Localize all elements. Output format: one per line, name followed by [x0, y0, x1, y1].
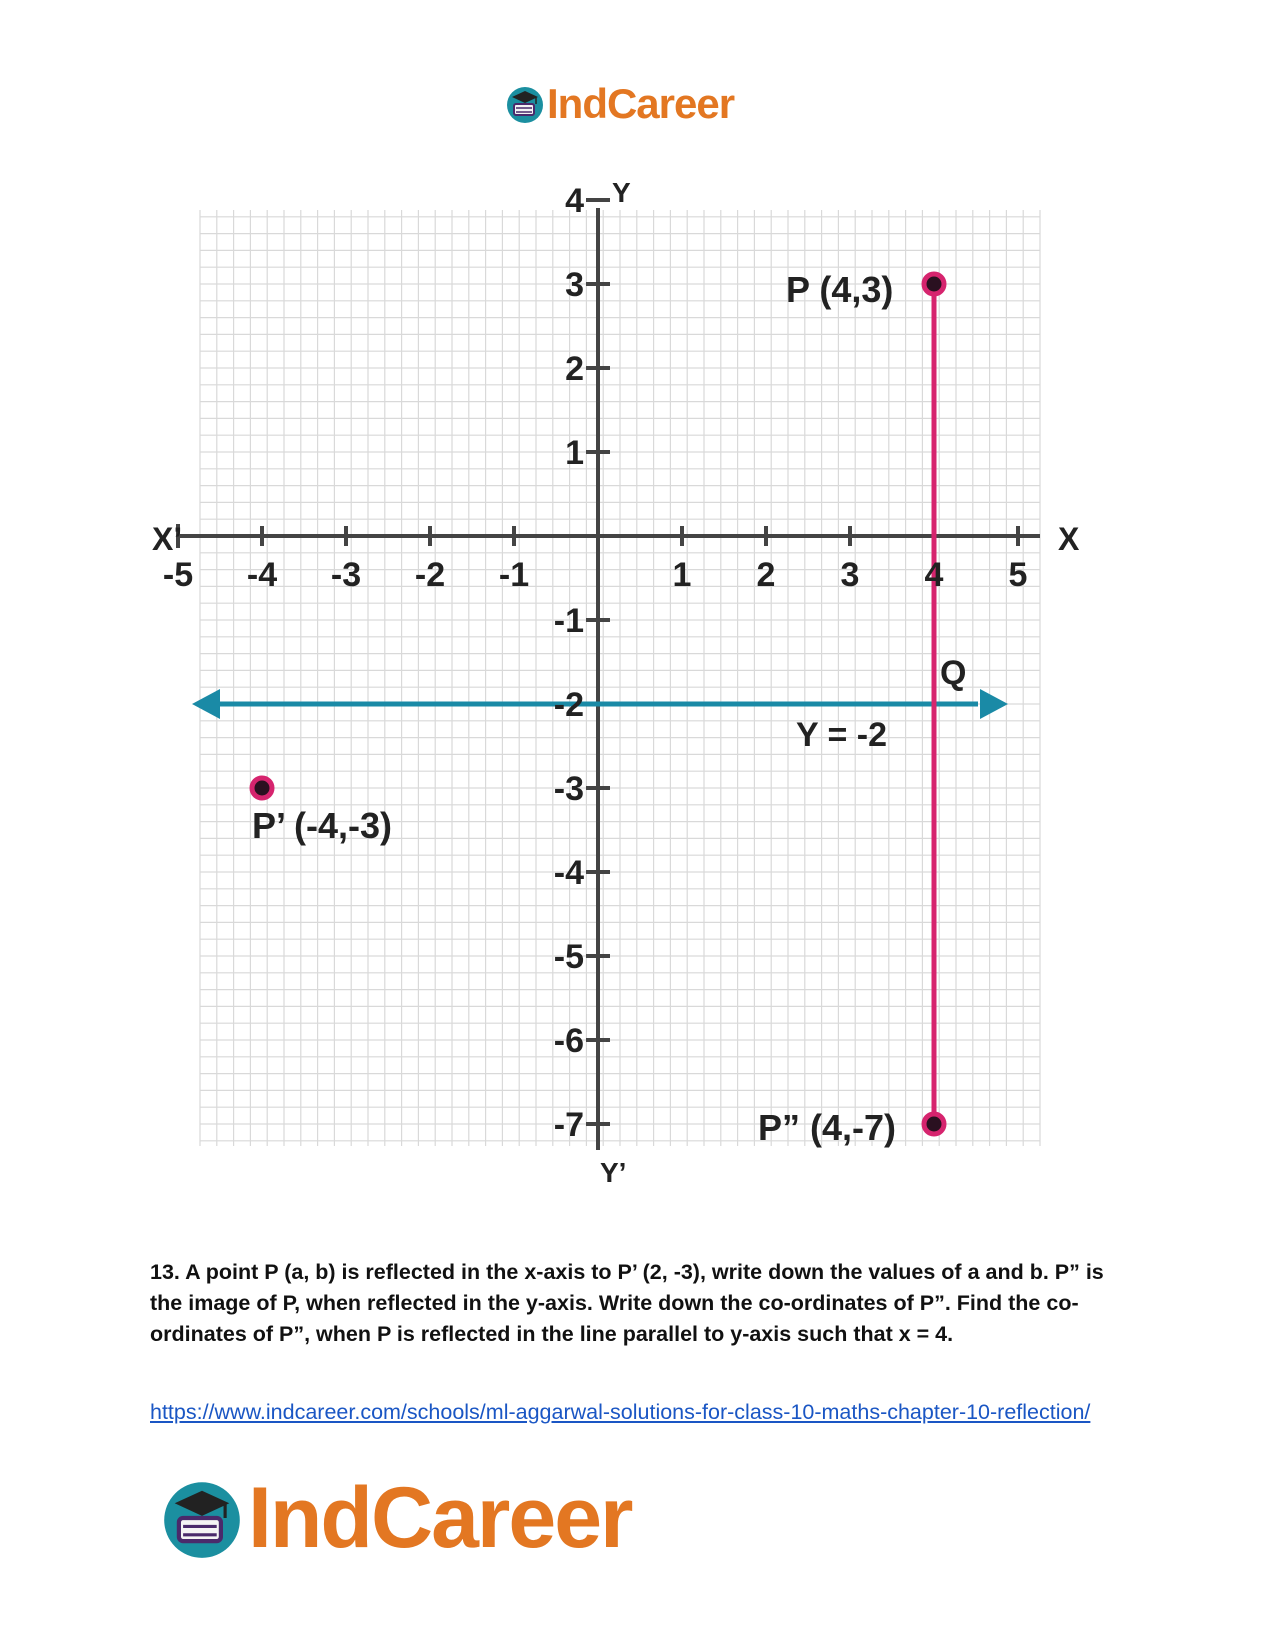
y-tick-label: -3 [553, 770, 584, 808]
x-tick-label: -5 [162, 556, 194, 594]
data-point [924, 274, 944, 294]
y-tick-label: -6 [553, 1022, 584, 1060]
x-tick-label: 2 [756, 556, 776, 594]
coordinate-graph [140, 180, 1120, 1230]
point-label: P (4,3) [786, 269, 894, 310]
point-label: P’ (-4,-3) [252, 805, 393, 846]
arrow-left-icon [192, 689, 220, 719]
x-tick-label: 5 [1008, 556, 1028, 594]
x-tick-label: -1 [498, 556, 530, 594]
y-tick-label: -5 [553, 938, 584, 976]
x-tick-label: 4 [924, 556, 944, 594]
arrow-right-icon [980, 689, 1008, 719]
x-tick-label: -3 [330, 556, 362, 594]
grid [200, 210, 1040, 1146]
brand-name: IndCareer [547, 80, 735, 127]
y-tick-label: -4 [553, 854, 584, 892]
plot-labels [152, 180, 1080, 1188]
y-axis-neg-name: Y’ [600, 1157, 627, 1188]
reflection-line-label: Y = -2 [796, 716, 888, 754]
y-tick-label: 1 [565, 434, 584, 472]
brand-name: IndCareer [248, 1469, 632, 1566]
y-tick-label: 3 [565, 266, 584, 304]
x-tick-label: 3 [840, 556, 860, 594]
graduation-cap-book-icon [505, 84, 545, 124]
x-axis-name: X [1058, 521, 1080, 557]
intersection-label: Q [940, 654, 967, 692]
x-tick-label: 1 [672, 556, 692, 594]
y-tick-label: -2 [553, 686, 584, 724]
y-tick-label: -1 [553, 602, 584, 640]
y-tick-label: 4 [565, 182, 584, 220]
point-label: P” (4,-7) [758, 1107, 897, 1148]
data-point [252, 778, 272, 798]
y-tick-label: -7 [553, 1106, 584, 1144]
y-axis-name: Y [612, 180, 631, 208]
axes [178, 200, 1040, 1150]
brand-logo-bottom [160, 1470, 632, 1566]
y-tick-label: 2 [565, 350, 584, 388]
graduation-cap-book-icon [160, 1476, 244, 1560]
x-axis-neg-name: X’ [152, 521, 183, 557]
brand-logo-top [505, 78, 734, 130]
x-tick-label: -4 [246, 556, 278, 594]
source-link[interactable]: https://www.indcareer.com/schools/ml-aggarwal-solutions-for-class-10-maths-chapter-10-reflection/ [150, 1400, 1091, 1424]
data-point [924, 1114, 944, 1134]
x-tick-label: -2 [414, 556, 446, 594]
question-text: 13. A point P (a, b) is reflected in the x-axis to P’ (2, -3), write down the values of a and b. P” is the image of P, when reflected in the y-axis. Write down the co-ordinates of P”. Find the co-ordinates of P”, when P is reflected in the line parallel to y-axis such that x = 4. [150, 1260, 1104, 1346]
